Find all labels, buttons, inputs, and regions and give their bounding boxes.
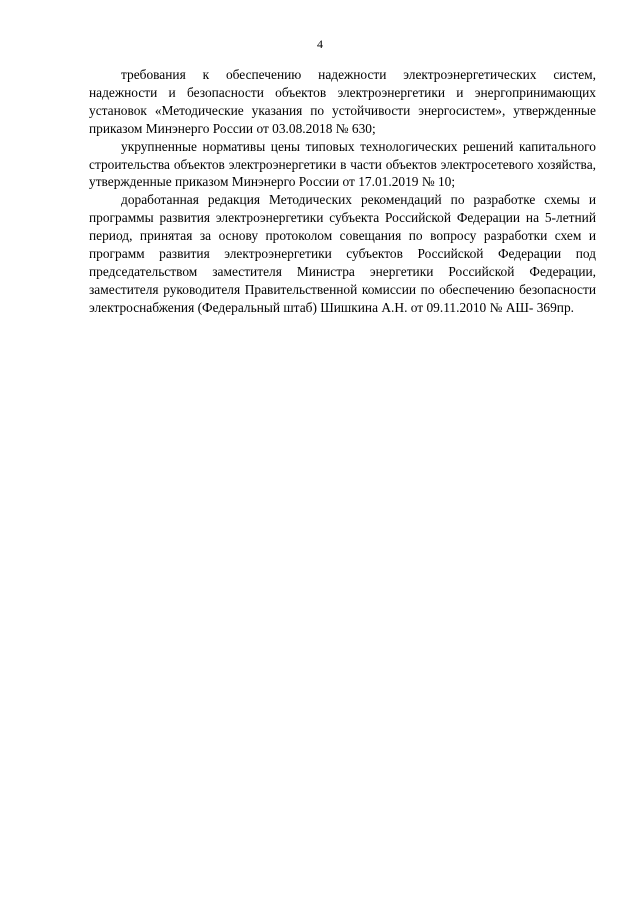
document-body — [89, 66, 596, 317]
paragraph-methodical-recommendations: доработанная редакция Методических рекомендаций по разработке схемы и программы развития электроэнергетики субъекта Российской Федерации на 5-летний период, принятая за основу протоколом совещания по вопросу разработки схем и программ развития электроэнергетики субъектов Российской Федерации под председательством заместителя Министра энергетики Российской Федерации, заместителя руководителя Правительственной комиссии по обеспечению безопасности электроснабжения (Федеральный штаб) Шишкина А.Н. от 09.11.2010 № АШ- 369пр. — [89, 192, 596, 315]
paragraph-aggregated-price-norms: укрупненные нормативы цены типовых технологических решений капитального строительства объектов электроэнергетики в части объектов электросетевого хозяйства, утвержденные приказом Минэнерго России от 17.01.2019 № 10; — [89, 138, 596, 190]
page-number: 4 — [317, 37, 323, 51]
paragraph-stability-guidelines: требования к обеспечению надежности электроэнергетических систем, надежности и безопасности объектов электроэнергетики и энергопринимающих установок «Методические указания по устойчивости энергосистем», утвержденные приказом Минэнерго России от 03.08.2018 № 630; — [89, 67, 596, 136]
